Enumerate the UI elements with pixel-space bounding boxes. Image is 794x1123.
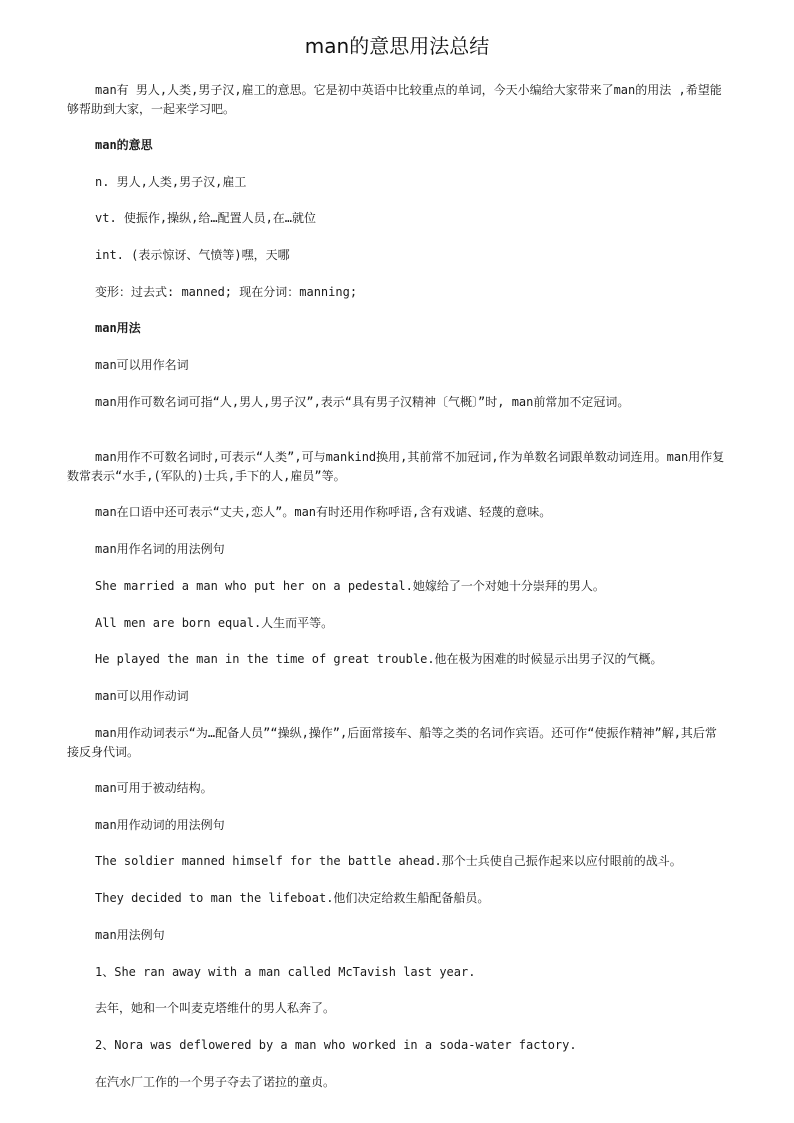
noun-heading: man可以用作名词 — [95, 358, 189, 372]
example-1-english: 1、She ran away with a man called McTavish last year. — [95, 965, 476, 979]
intro-paragraph: man有 男人,人类,男子汉,雇工的意思。它是初中英语中比较重点的单词，今天小编给大家带来了man的用法 ,希望能够帮助到大家，一起来学习吧。 — [67, 83, 722, 116]
example-2-english: 2、Nora was deflowered by a man who worked in a soda-water factory. — [95, 1038, 577, 1052]
page-title: man的意思用法总结 — [304, 34, 490, 58]
noun-paragraph-1: man用作可数名词可指“人,男人,男子汉”,表示“具有男子汉精神〔气概〕”时, man前常加不定冠词。 — [95, 395, 630, 409]
verb-heading: man可以用作动词 — [95, 689, 189, 703]
inflections: 变形：过去式: manned; 现在分词：manning; — [95, 285, 358, 299]
meaning-noun: n. 男人,人类,男子汉,雇工 — [95, 175, 247, 189]
usage-heading: man用法 — [95, 321, 141, 335]
noun-example-1: She married a man who put her on a pedestal.她嫁给了一个对她十分崇拜的男人。 — [95, 579, 605, 593]
verb-paragraph-1: man用作动词表示“为…配备人员”“操纵,操作”,后面常接车、船等之类的名词作宾语。还可作“使振作精神”解,其后常接反身代词。 — [67, 726, 717, 759]
verb-paragraph-2: man可用于被动结构。 — [95, 781, 213, 795]
meaning-heading: man的意思 — [95, 138, 153, 152]
noun-paragraph-3: man在口语中还可表示“丈夫,恋人”。man有时还用作称呼语,含有戏谑、轻蔑的意味。 — [95, 505, 552, 519]
verb-examples-heading: man用作动词的用法例句 — [95, 818, 225, 832]
example-2-chinese: 在汽水厂工作的一个男子夺去了诺拉的童贞。 — [95, 1075, 336, 1089]
verb-example-2: They decided to man the lifeboat.他们决定给救生船配备船员。 — [95, 891, 490, 905]
noun-paragraph-2: man用作不可数名词时,可表示“人类”,可与mankind换用,其前常不加冠词,作为单数名词跟单数动词连用。man用作复数常表示“水手,(军队的)士兵,手下的人,雇员”等。 — [67, 450, 725, 483]
example-1-chinese: 去年，她和一个叫麦克塔维什的男人私奔了。 — [95, 1001, 336, 1015]
verb-example-1: The soldier manned himself for the battle ahead.那个士兵使自己振作起来以应付眼前的战斗。 — [95, 854, 682, 868]
noun-example-3: He played the man in the time of great trouble.他在极为困难的时候显示出男子汉的气概。 — [95, 652, 663, 666]
noun-example-2: All men are born equal.人生而平等。 — [95, 616, 334, 630]
noun-examples-heading: man用作名词的用法例句 — [95, 542, 225, 556]
examples-heading: man用法例句 — [95, 928, 165, 942]
meaning-verb: vt. 使振作,操纵,给…配置人员,在…就位 — [95, 211, 317, 225]
meaning-interjection: int. (表示惊讶、气愤等)嘿，天哪 — [95, 248, 290, 262]
